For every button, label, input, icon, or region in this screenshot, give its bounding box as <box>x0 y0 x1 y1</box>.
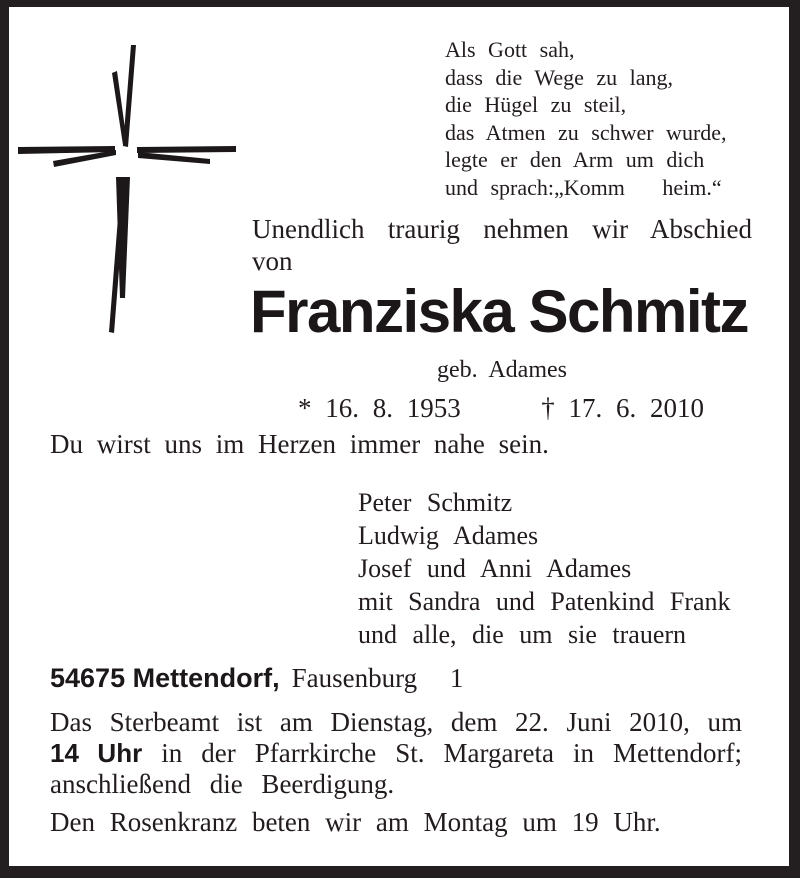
ceremony-line2-rest: in der Pfarrkirche St. Margareta in Mettendorf; <box>142 738 742 768</box>
life-dates <box>252 395 752 422</box>
ceremony-line1: Das Sterbeamt ist am Dienstag, dem 22. Juni 2010, um <box>50 707 742 737</box>
cross-stroke <box>112 71 127 145</box>
poem-line: das Atmen zu schwer wurde, <box>445 119 727 145</box>
maiden-name: geb. Adames <box>437 357 567 383</box>
deceased-name: Franziska Schmitz <box>250 278 749 345</box>
cross-stroke <box>138 152 210 164</box>
poem-line: dass die Wege zu lang, <box>445 64 674 90</box>
cross-icon <box>10 40 245 340</box>
ceremony-line2 <box>50 738 742 769</box>
mourner: und alle, die um sie trauern <box>358 620 687 649</box>
death-date: † 17. 6. 2010 <box>541 393 704 423</box>
poem-line: legte er den Arm um dich <box>445 147 705 172</box>
mourner: Peter Schmitz <box>358 488 513 517</box>
cross-stroke <box>137 146 236 153</box>
poem <box>445 36 750 201</box>
tribute-line: Du wirst uns im Herzen immer nahe sein. <box>50 429 549 459</box>
mourners-list <box>358 486 731 651</box>
address-line <box>50 663 463 694</box>
poem-line: und sprach:„Komm heim.“ <box>445 174 722 200</box>
poem-line: Als Gott sah, <box>445 37 575 62</box>
ceremony-info <box>50 707 742 800</box>
address-street: Fausenburg 1 <box>291 663 464 693</box>
ceremony-time: 14 Uhr <box>50 738 143 768</box>
farewell-intro-line2: von <box>252 246 293 276</box>
farewell-intro <box>252 213 752 277</box>
mourner: mit Sandra und Patenkind Frank <box>358 587 731 616</box>
birth-date: * 16. 8. 1953 <box>298 393 461 423</box>
address-city: 54675 Mettendorf, <box>50 663 280 693</box>
poem-line: die Hügel zu steil, <box>445 92 627 117</box>
ceremony-line3: anschließend die Beerdigung. <box>50 769 395 799</box>
rosary-line: Den Rosenkranz beten wir am Montag um 19 Uhr. <box>50 807 661 837</box>
mourner: Josef und Anni Adames <box>358 554 632 583</box>
mourner: Ludwig Adames <box>358 521 539 550</box>
farewell-intro-line1: Unendlich traurig nehmen wir Abschied <box>252 214 752 244</box>
